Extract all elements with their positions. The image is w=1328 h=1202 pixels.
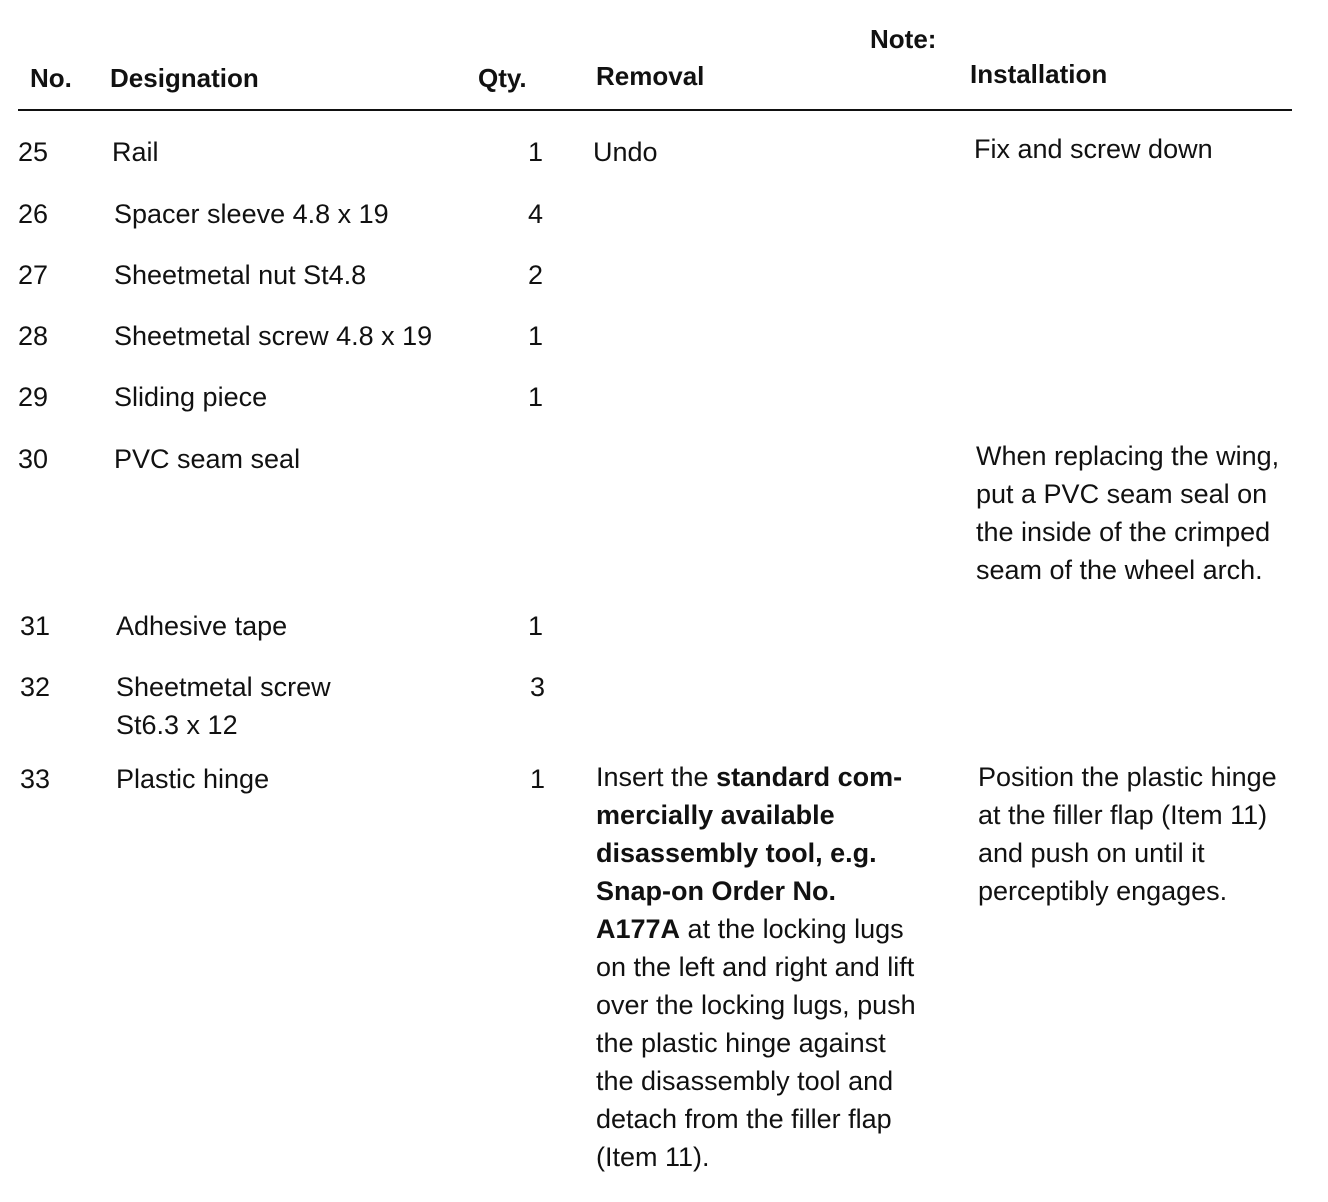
removal-bold-text: standard com- (716, 762, 903, 792)
removal-line: over the locking lugs, push (596, 990, 916, 1020)
row-removal: Undo (593, 137, 658, 167)
row-number: 33 (20, 764, 51, 794)
row-number: 25 (18, 137, 49, 167)
row-number: 27 (18, 260, 49, 290)
installation-line: When replacing the wing, (976, 441, 1280, 471)
removal-line: the plastic hinge against (596, 1028, 886, 1058)
removal-bold-text: disassembly tool, e.g. (596, 838, 877, 868)
row-designation: PVC seam seal (114, 444, 301, 474)
removal-line (596, 872, 916, 910)
row-qty: 1 (528, 611, 544, 641)
removal-bold-text: Snap-on Order No. (596, 876, 837, 906)
row-designation (116, 668, 331, 744)
installation-line: and push on until it (978, 838, 1205, 868)
row-qty: 1 (528, 382, 544, 412)
row-designation: Sheetmetal nut St4.8 (114, 260, 367, 290)
installation-line: put a PVC seam seal on (976, 479, 1268, 509)
column-header-designation: Designation (110, 63, 259, 93)
row-removal (596, 758, 916, 1176)
removal-line (596, 758, 916, 796)
column-header-no: No. (30, 63, 72, 93)
row-designation: Plastic hinge (116, 764, 270, 794)
installation-line: perceptibly engages. (978, 876, 1228, 906)
note-label: Note: (870, 24, 937, 54)
removal-line: detach from the filler flap (596, 1104, 892, 1134)
installation-line: seam of the wheel arch. (976, 555, 1263, 585)
row-number: 29 (18, 382, 49, 412)
row-number: 31 (20, 611, 51, 641)
row-qty: 2 (528, 260, 544, 290)
column-header-installation: Installation (970, 59, 1108, 89)
installation-line: the inside of the crimped (976, 517, 1271, 547)
row-installation (976, 437, 1279, 589)
removal-line: the disassembly tool and (596, 1066, 894, 1096)
removal-line (596, 910, 916, 948)
removal-text: at the locking lugs (680, 914, 904, 944)
removal-bold-text: mercially available (596, 800, 835, 830)
removal-line: on the left and right and lift (596, 952, 915, 982)
row-installation: Fix and screw down (974, 134, 1213, 164)
row-installation (978, 758, 1277, 910)
row-qty: 4 (528, 199, 544, 229)
column-header-removal: Removal (596, 61, 705, 91)
row-number: 32 (20, 672, 51, 702)
row-designation: Rail (112, 137, 159, 167)
removal-line (596, 796, 916, 834)
removal-text: Insert the (596, 762, 717, 792)
row-qty: 3 (530, 672, 546, 702)
row-number: 28 (18, 321, 49, 351)
removal-bold-text: A177A (596, 914, 681, 944)
removal-line: (Item 11). (596, 1142, 710, 1172)
removal-line (596, 834, 916, 872)
column-header-qty: Qty. (478, 63, 527, 93)
row-number: 26 (18, 199, 49, 229)
row-designation: Sliding piece (114, 382, 268, 412)
installation-line: at the filler flap (Item 11) (978, 800, 1268, 830)
row-qty: 1 (528, 321, 544, 351)
header-divider (18, 109, 1292, 111)
row-designation: Sheetmetal screw 4.8 x 19 (114, 321, 433, 351)
row-number: 30 (18, 444, 49, 474)
row-designation: Spacer sleeve 4.8 x 19 (114, 199, 389, 229)
row-designation: Adhesive tape (116, 611, 288, 641)
installation-line: Position the plastic hinge (978, 762, 1277, 792)
designation-line: St6.3 x 12 (116, 710, 238, 740)
row-qty: 1 (530, 764, 546, 794)
designation-line: Sheetmetal screw (116, 672, 331, 702)
row-qty: 1 (528, 137, 544, 167)
